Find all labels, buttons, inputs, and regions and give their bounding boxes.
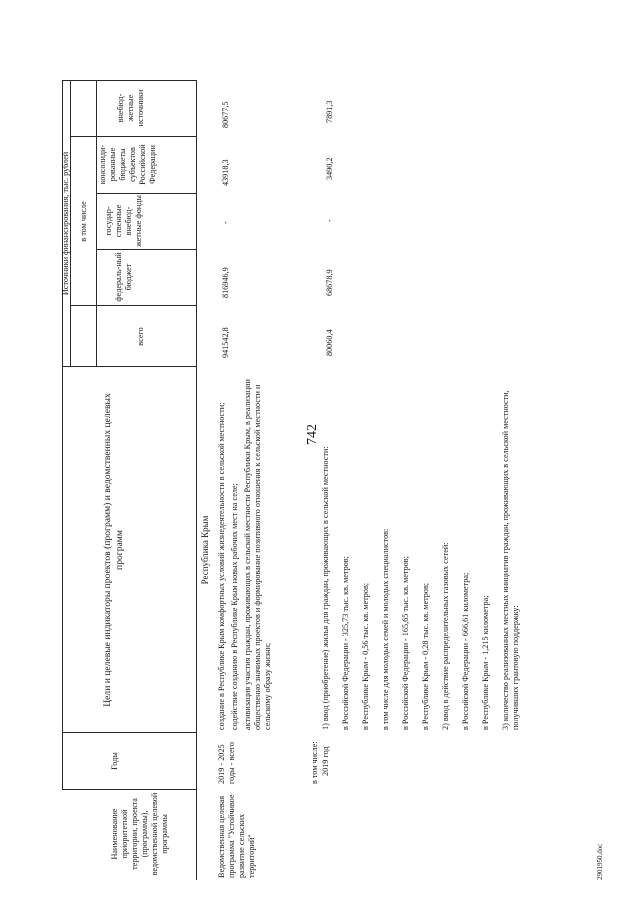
year-goal-item: в Республике Крым - 0,56 тыс. кв. метров; <box>361 582 370 730</box>
year-row-state-funds: - <box>325 219 334 222</box>
year-goal-item: в Российской Федерации - 325,73 тыс. кв. метров; <box>341 556 350 730</box>
year-goals <box>321 370 531 730</box>
federal-state-divider <box>96 249 196 250</box>
total-row-state-funds: - <box>221 221 230 224</box>
year-goal-item: в Российской Федерации - 165,65 тыс. кв. метров; <box>401 556 410 730</box>
rotated-table <box>62 80 614 880</box>
header-name: Наименование приоритетной территории, проекта (программы), ведомственной целевой программы <box>110 792 169 876</box>
page-number: 742 <box>305 424 320 445</box>
program-name: Ведомственная целевая программа "Устойчивое развитие сельских территорий" <box>217 794 256 878</box>
document-file-code: 2901950.doc <box>596 843 604 880</box>
including-label: в том числе: <box>310 741 319 784</box>
header-off-budget: внебюд-жетные источники <box>116 89 145 127</box>
goal-item: создание в Республике Крым комфортных условий жизнедеятельности в сельской местности; <box>217 402 226 730</box>
year-goal-item: в Республике Крым - 0,28 тыс. кв. метров; <box>421 582 430 730</box>
total-row-total: 941542,8 <box>221 327 230 358</box>
year-goal-item: в том числе для молодых семей и молодых специалистов: <box>381 528 390 730</box>
region-title: Республика Крым <box>200 515 210 585</box>
header-state-funds: государ-ственные внебюд-жетные фонды <box>104 195 143 247</box>
header-regional: консолиди-рованные бюджеты субъектов Российской Федерации <box>98 144 157 185</box>
header-including: в том числе <box>79 201 88 242</box>
goals-financing-divider <box>62 366 196 367</box>
total-row-federal: 816946,9 <box>221 267 230 298</box>
header-total: всего <box>136 327 145 346</box>
header-goals: Цели и целевые индикаторы проектов (программ) и ведомственных целевых программ <box>102 393 125 707</box>
including-header-divider <box>96 80 97 367</box>
goal-item: содействие созданию в Республике Крым новых рабочих мест на селе; <box>230 483 239 730</box>
year-row-federal: 68678,9 <box>325 269 334 296</box>
year-goal-item: 3) количество реализованных местных инициатив граждан, проживающих в сельской местности, получивших грантовую поддержку: <box>501 390 520 730</box>
year-row-total: 80060,4 <box>325 329 334 356</box>
total-row-regional: 43918,3 <box>221 159 230 186</box>
year-row-off-budget: 7891,3 <box>325 100 334 123</box>
year-goal-item: 2) ввод в действие распределительных газовых сетей: <box>441 542 450 730</box>
year-row-regional: 3490,2 <box>325 157 334 180</box>
total-row-off-budget: 80677,5 <box>221 101 230 128</box>
header-financing: Источники финансирования, тыс. рублей <box>61 151 70 296</box>
year-goal-item: 1) ввод (приобретение) жилья для граждан, проживающих в сельской местности: <box>321 446 330 730</box>
header-federal: федераль-ный бюджет <box>114 252 133 302</box>
goal-item: активизация участия граждан, проживающих в сельской местности Республики Крым, в реализации общественно значимых проектов и формирование позитивного отношения к сельской местности и сельскому образу жизни; <box>243 379 272 730</box>
year-goal-item: в Республике Крым - 1,215 километра; <box>481 595 490 730</box>
name-years-divider <box>62 789 196 790</box>
header-years: Годы <box>110 752 119 770</box>
year-label: 2019 год <box>321 746 330 776</box>
program-goals <box>217 370 276 730</box>
period-years: 2019 - 2025 годы - всего <box>217 742 236 784</box>
header-bottom-border <box>196 80 197 880</box>
years-goals-divider <box>62 732 196 733</box>
year-goal-item: в Российской Федерации - 666,61 километра; <box>461 572 470 730</box>
